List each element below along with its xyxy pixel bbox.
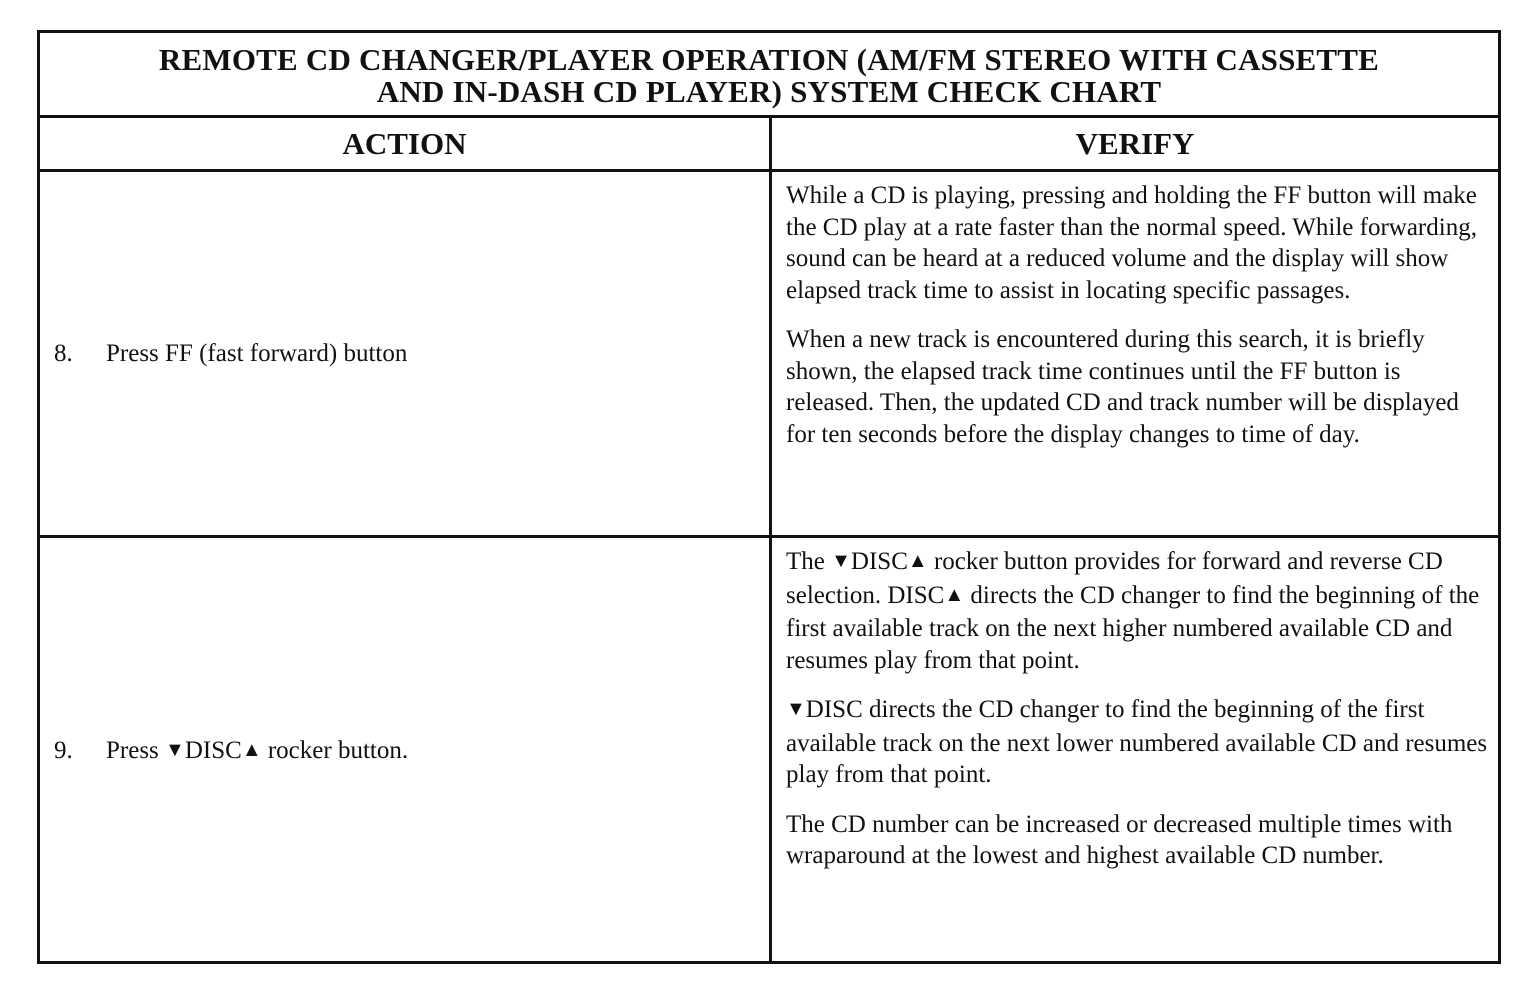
verify-cell-step-8: [772, 172, 1498, 468]
action-text: Press FF (fast forward) button: [106, 339, 408, 367]
chart-title-line-2: AND IN-DASH CD PLAYER) SYSTEM CHECK CHART: [376, 74, 1162, 109]
up-triangle-icon: ▲: [907, 550, 928, 572]
verify-paragraph: While a CD is playing, pressing and holding the FF button will make the CD play at a rate faster than the normal speed. While forwarding, sound can be heard at a reduced volume and the display will show elapsed track time to assist in locating specific passages.: [786, 182, 1477, 304]
table-row-step-9: [40, 538, 1498, 964]
step-number: 8.: [54, 339, 73, 367]
table-row-step-8: [40, 172, 1498, 538]
system-check-chart: [37, 30, 1501, 964]
action-cell-step-9: [40, 538, 769, 964]
chart-title: [40, 33, 1498, 118]
up-triangle-icon: ▲: [241, 739, 262, 761]
action-text: Press ▼DISC▲ rocker button.: [106, 737, 409, 764]
verify-cell-step-9: [772, 538, 1498, 890]
verify-column-header: VERIFY: [1075, 126, 1195, 161]
chart-title-line-1: REMOTE CD CHANGER/PLAYER OPERATION (AM/FM STEREO WITH CASSETTE: [158, 42, 1380, 77]
down-triangle-icon: ▼: [831, 550, 851, 572]
verify-paragraph: When a new track is encountered during this search, it is briefly shown, the elapsed track time continues until the FF button is released. Then, the updated CD and track number will be displayed for ten seconds before the display changes to time of day.: [786, 326, 1459, 448]
verify-paragraph: The CD number can be increased or decreased multiple times with wraparound at the lowest and highest available CD number.: [786, 810, 1453, 869]
step-number: 9.: [54, 737, 73, 764]
action-column-header: ACTION: [342, 126, 467, 161]
verify-paragraph: ▼DISC directs the CD changer to find the beginning of the first available track on the next lower numbered available CD and resumes play from that point.: [786, 696, 1488, 788]
action-cell-step-8: [40, 172, 769, 535]
down-triangle-icon: ▼: [165, 739, 185, 761]
up-triangle-icon: ▲: [944, 583, 965, 606]
verify-paragraph: The ▼DISC▲ rocker button provides for forward and reverse CD selection. DISC▲ directs the CD changer to find the beginning of the first available track on the next higher numbered available CD and resumes play from that point.: [786, 548, 1480, 674]
down-triangle-icon: ▼: [786, 698, 806, 720]
